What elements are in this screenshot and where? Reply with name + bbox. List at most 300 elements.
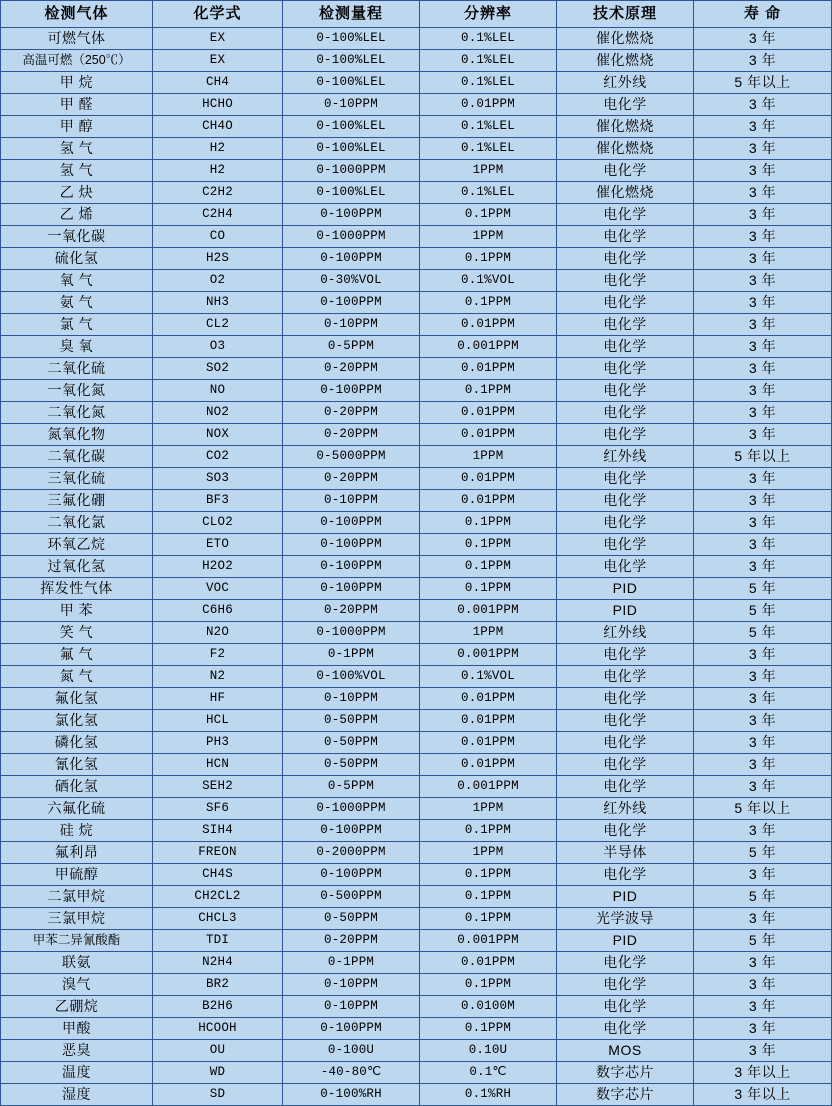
cell-gas: 甲 苯 — [1, 600, 153, 622]
table-header-row — [1, 1, 832, 28]
cell-principle: 电化学 — [557, 358, 694, 380]
cell-formula: OU — [153, 1040, 283, 1062]
cell-range: 0-1000PPM — [283, 226, 420, 248]
cell-lifetime: 3 年 — [694, 138, 832, 160]
cell-principle: 电化学 — [557, 380, 694, 402]
cell-resolution: 1PPM — [420, 798, 557, 820]
cell-lifetime: 3 年 — [694, 908, 832, 930]
cell-resolution: 0.1PPM — [420, 974, 557, 996]
cell-range: 0-50PPM — [283, 908, 420, 930]
cell-formula: O2 — [153, 270, 283, 292]
cell-gas: 臭 氧 — [1, 336, 153, 358]
cell-range: 0-1PPM — [283, 644, 420, 666]
cell-formula: CL2 — [153, 314, 283, 336]
cell-lifetime: 5 年以上 — [694, 72, 832, 94]
cell-lifetime: 3 年 — [694, 28, 832, 50]
cell-formula: C2H2 — [153, 182, 283, 204]
table-row — [1, 182, 832, 204]
cell-range: 0-100%VOL — [283, 666, 420, 688]
cell-principle: 电化学 — [557, 512, 694, 534]
cell-range: 0-20PPM — [283, 424, 420, 446]
cell-principle: 数字芯片 — [557, 1062, 694, 1084]
table-row — [1, 468, 832, 490]
cell-gas: 甲 醛 — [1, 94, 153, 116]
cell-formula: SD — [153, 1084, 283, 1106]
cell-formula: CH4S — [153, 864, 283, 886]
cell-principle: 电化学 — [557, 688, 694, 710]
cell-gas: 磷化氢 — [1, 732, 153, 754]
cell-range: 0-10PPM — [283, 490, 420, 512]
cell-formula: N2 — [153, 666, 283, 688]
cell-lifetime: 3 年 — [694, 1040, 832, 1062]
cell-principle: 电化学 — [557, 732, 694, 754]
cell-range: 0-100PPM — [283, 204, 420, 226]
cell-principle: 催化燃烧 — [557, 50, 694, 72]
table-row — [1, 446, 832, 468]
cell-gas: 二氧化碳 — [1, 446, 153, 468]
cell-range: 0-50PPM — [283, 754, 420, 776]
table-row — [1, 490, 832, 512]
cell-range: 0-100PPM — [283, 556, 420, 578]
cell-principle: PID — [557, 886, 694, 908]
table-row — [1, 710, 832, 732]
cell-resolution: 0.01PPM — [420, 688, 557, 710]
cell-range: 0-5PPM — [283, 336, 420, 358]
cell-formula: CLO2 — [153, 512, 283, 534]
cell-formula: ETO — [153, 534, 283, 556]
cell-lifetime: 3 年 — [694, 754, 832, 776]
cell-resolution: 0.01PPM — [420, 754, 557, 776]
table-row — [1, 1084, 832, 1106]
cell-principle: MOS — [557, 1040, 694, 1062]
cell-lifetime: 3 年 — [694, 226, 832, 248]
cell-formula: N2H4 — [153, 952, 283, 974]
cell-lifetime: 3 年 — [694, 94, 832, 116]
cell-lifetime: 5 年 — [694, 600, 832, 622]
table-row — [1, 666, 832, 688]
cell-resolution: 1PPM — [420, 622, 557, 644]
cell-resolution: 0.001PPM — [420, 930, 557, 952]
cell-lifetime: 3 年 — [694, 292, 832, 314]
column-header-resolution: 分辨率 — [420, 1, 557, 28]
table-row — [1, 380, 832, 402]
cell-range: 0-100PPM — [283, 534, 420, 556]
cell-gas: 氢 气 — [1, 160, 153, 182]
cell-formula: SO2 — [153, 358, 283, 380]
cell-principle: 电化学 — [557, 248, 694, 270]
cell-range: 0-5000PPM — [283, 446, 420, 468]
table-row — [1, 578, 832, 600]
cell-principle: 电化学 — [557, 424, 694, 446]
table-row — [1, 798, 832, 820]
cell-resolution: 0.1%VOL — [420, 666, 557, 688]
cell-range: 0-100PPM — [283, 820, 420, 842]
cell-principle: 半导体 — [557, 842, 694, 864]
cell-formula: NOX — [153, 424, 283, 446]
cell-gas: 乙 烯 — [1, 204, 153, 226]
table-row — [1, 160, 832, 182]
cell-formula: B2H6 — [153, 996, 283, 1018]
table-row — [1, 116, 832, 138]
cell-principle: 红外线 — [557, 72, 694, 94]
cell-principle: 电化学 — [557, 776, 694, 798]
cell-lifetime: 3 年 — [694, 424, 832, 446]
cell-range: 0-2000PPM — [283, 842, 420, 864]
cell-resolution: 0.1℃ — [420, 1062, 557, 1084]
cell-principle: 光学波导 — [557, 908, 694, 930]
table-row — [1, 556, 832, 578]
cell-resolution: 0.01PPM — [420, 94, 557, 116]
cell-formula: CO2 — [153, 446, 283, 468]
cell-range: 0-30%VOL — [283, 270, 420, 292]
cell-principle: 电化学 — [557, 666, 694, 688]
cell-lifetime: 3 年 — [694, 556, 832, 578]
cell-lifetime: 3 年 — [694, 776, 832, 798]
cell-resolution: 0.1PPM — [420, 292, 557, 314]
cell-lifetime: 3 年以上 — [694, 1084, 832, 1106]
table-row — [1, 622, 832, 644]
cell-lifetime: 3 年 — [694, 974, 832, 996]
table-body — [1, 28, 832, 1106]
table-row — [1, 512, 832, 534]
cell-range: 0-100PPM — [283, 864, 420, 886]
cell-range: 0-10PPM — [283, 314, 420, 336]
table-row — [1, 600, 832, 622]
cell-principle: PID — [557, 578, 694, 600]
cell-resolution: 0.1PPM — [420, 380, 557, 402]
cell-resolution: 0.1%LEL — [420, 138, 557, 160]
cell-gas: 二氧化硫 — [1, 358, 153, 380]
table-row — [1, 204, 832, 226]
cell-resolution: 0.1PPM — [420, 556, 557, 578]
cell-gas: 二氧化氯 — [1, 512, 153, 534]
cell-lifetime: 5 年以上 — [694, 798, 832, 820]
cell-gas: 氟化氢 — [1, 688, 153, 710]
cell-formula: CHCL3 — [153, 908, 283, 930]
table-row — [1, 644, 832, 666]
cell-lifetime: 3 年 — [694, 314, 832, 336]
table-row — [1, 776, 832, 798]
cell-gas: 硒化氢 — [1, 776, 153, 798]
cell-principle: 电化学 — [557, 644, 694, 666]
table-row — [1, 974, 832, 996]
cell-gas: 乙硼烷 — [1, 996, 153, 1018]
cell-principle: 电化学 — [557, 1018, 694, 1040]
column-header-principle: 技术原理 — [557, 1, 694, 28]
cell-lifetime: 5 年 — [694, 930, 832, 952]
cell-gas: 氟利昂 — [1, 842, 153, 864]
table-row — [1, 996, 832, 1018]
cell-principle: 电化学 — [557, 270, 694, 292]
cell-gas: 甲 烷 — [1, 72, 153, 94]
column-header-formula: 化学式 — [153, 1, 283, 28]
cell-formula: NO — [153, 380, 283, 402]
cell-resolution: 0.01PPM — [420, 490, 557, 512]
cell-formula: HF — [153, 688, 283, 710]
table-row — [1, 248, 832, 270]
cell-resolution: 1PPM — [420, 160, 557, 182]
cell-lifetime: 3 年 — [694, 534, 832, 556]
cell-range: 0-100%LEL — [283, 28, 420, 50]
cell-range: 0-10PPM — [283, 996, 420, 1018]
cell-resolution: 0.001PPM — [420, 336, 557, 358]
cell-range: 0-20PPM — [283, 468, 420, 490]
cell-gas: 氧 气 — [1, 270, 153, 292]
cell-gas: 挥发性气体 — [1, 578, 153, 600]
cell-lifetime: 3 年 — [694, 490, 832, 512]
cell-range: 0-100PPM — [283, 380, 420, 402]
cell-principle: 催化燃烧 — [557, 116, 694, 138]
cell-resolution: 0.001PPM — [420, 600, 557, 622]
cell-gas: 二氧化氮 — [1, 402, 153, 424]
table-row — [1, 72, 832, 94]
cell-principle: 电化学 — [557, 754, 694, 776]
cell-range: -40-80℃ — [283, 1062, 420, 1084]
cell-range: 0-1000PPM — [283, 798, 420, 820]
cell-gas: 恶臭 — [1, 1040, 153, 1062]
cell-principle: 红外线 — [557, 622, 694, 644]
cell-lifetime: 5 年 — [694, 842, 832, 864]
cell-resolution: 0.1PPM — [420, 908, 557, 930]
cell-lifetime: 3 年 — [694, 204, 832, 226]
cell-range: 0-20PPM — [283, 930, 420, 952]
cell-lifetime: 3 年 — [694, 864, 832, 886]
cell-gas: 氮氧化物 — [1, 424, 153, 446]
table-row — [1, 138, 832, 160]
cell-principle: 电化学 — [557, 490, 694, 512]
cell-lifetime: 3 年 — [694, 820, 832, 842]
cell-range: 0-10PPM — [283, 688, 420, 710]
cell-gas: 二氯甲烷 — [1, 886, 153, 908]
cell-gas: 联氨 — [1, 952, 153, 974]
cell-resolution: 0.1PPM — [420, 864, 557, 886]
cell-range: 0-100%LEL — [283, 72, 420, 94]
cell-resolution: 0.001PPM — [420, 644, 557, 666]
table-row — [1, 688, 832, 710]
cell-gas: 氢 气 — [1, 138, 153, 160]
cell-range: 0-20PPM — [283, 600, 420, 622]
cell-formula: TDI — [153, 930, 283, 952]
cell-resolution: 0.1%LEL — [420, 28, 557, 50]
cell-gas: 甲 醇 — [1, 116, 153, 138]
cell-formula: HCHO — [153, 94, 283, 116]
cell-principle: 电化学 — [557, 314, 694, 336]
cell-resolution: 0.1%VOL — [420, 270, 557, 292]
cell-resolution: 0.1PPM — [420, 512, 557, 534]
cell-resolution: 0.01PPM — [420, 358, 557, 380]
cell-range: 0-50PPM — [283, 710, 420, 732]
cell-formula: H2 — [153, 160, 283, 182]
cell-gas: 三氯甲烷 — [1, 908, 153, 930]
cell-gas: 硅 烷 — [1, 820, 153, 842]
cell-formula: HCOOH — [153, 1018, 283, 1040]
cell-resolution: 0.0100M — [420, 996, 557, 1018]
table-row — [1, 94, 832, 116]
cell-resolution: 0.01PPM — [420, 424, 557, 446]
cell-lifetime: 3 年 — [694, 732, 832, 754]
table-row — [1, 732, 832, 754]
cell-resolution: 0.1PPM — [420, 886, 557, 908]
cell-resolution: 0.01PPM — [420, 710, 557, 732]
cell-principle: PID — [557, 930, 694, 952]
cell-principle: 红外线 — [557, 798, 694, 820]
cell-gas: 环氧乙烷 — [1, 534, 153, 556]
cell-formula: SIH4 — [153, 820, 283, 842]
cell-formula: NH3 — [153, 292, 283, 314]
cell-formula: H2 — [153, 138, 283, 160]
cell-resolution: 0.1PPM — [420, 578, 557, 600]
cell-range: 0-1000PPM — [283, 622, 420, 644]
cell-range: 0-100U — [283, 1040, 420, 1062]
cell-lifetime: 3 年 — [694, 160, 832, 182]
cell-gas: 氮 气 — [1, 666, 153, 688]
cell-gas: 氯化氢 — [1, 710, 153, 732]
cell-range: 0-1PPM — [283, 952, 420, 974]
cell-gas: 乙 炔 — [1, 182, 153, 204]
cell-formula: O3 — [153, 336, 283, 358]
table-row — [1, 930, 832, 952]
cell-formula: SF6 — [153, 798, 283, 820]
cell-lifetime: 5 年以上 — [694, 446, 832, 468]
table-row — [1, 50, 832, 72]
cell-formula: H2S — [153, 248, 283, 270]
table-row — [1, 1062, 832, 1084]
table-row — [1, 336, 832, 358]
cell-resolution: 1PPM — [420, 226, 557, 248]
cell-formula: FREON — [153, 842, 283, 864]
cell-principle: 催化燃烧 — [557, 28, 694, 50]
cell-principle: 电化学 — [557, 864, 694, 886]
cell-principle: 电化学 — [557, 556, 694, 578]
cell-principle: 催化燃烧 — [557, 182, 694, 204]
table-row — [1, 952, 832, 974]
cell-principle: 电化学 — [557, 336, 694, 358]
column-header-lifetime: 寿 命 — [694, 1, 832, 28]
cell-range: 0-100PPM — [283, 1018, 420, 1040]
cell-formula: CH4 — [153, 72, 283, 94]
cell-range: 0-20PPM — [283, 358, 420, 380]
cell-gas: 过氧化氢 — [1, 556, 153, 578]
cell-resolution: 0.01PPM — [420, 468, 557, 490]
cell-resolution: 0.1PPM — [420, 820, 557, 842]
cell-gas: 氨 气 — [1, 292, 153, 314]
cell-gas: 硫化氢 — [1, 248, 153, 270]
table-row — [1, 424, 832, 446]
cell-lifetime: 3 年 — [694, 248, 832, 270]
cell-gas: 六氟化硫 — [1, 798, 153, 820]
table-row — [1, 820, 832, 842]
cell-gas: 三氧化硫 — [1, 468, 153, 490]
cell-range: 0-1000PPM — [283, 160, 420, 182]
cell-resolution: 0.01PPM — [420, 314, 557, 336]
cell-principle: 电化学 — [557, 160, 694, 182]
cell-principle: PID — [557, 600, 694, 622]
cell-lifetime: 5 年 — [694, 578, 832, 600]
cell-principle: 电化学 — [557, 996, 694, 1018]
cell-principle: 电化学 — [557, 226, 694, 248]
table-row — [1, 1040, 832, 1062]
table-row — [1, 864, 832, 886]
table-row — [1, 402, 832, 424]
cell-formula: N2O — [153, 622, 283, 644]
cell-principle: 电化学 — [557, 468, 694, 490]
cell-formula: WD — [153, 1062, 283, 1084]
cell-principle: 数字芯片 — [557, 1084, 694, 1106]
table-row — [1, 908, 832, 930]
cell-lifetime: 3 年 — [694, 270, 832, 292]
cell-gas: 氰化氢 — [1, 754, 153, 776]
cell-gas: 湿度 — [1, 1084, 153, 1106]
cell-formula: SO3 — [153, 468, 283, 490]
cell-formula: H2O2 — [153, 556, 283, 578]
cell-principle: 电化学 — [557, 402, 694, 424]
cell-range: 0-100%RH — [283, 1084, 420, 1106]
table-row — [1, 358, 832, 380]
table-row — [1, 534, 832, 556]
cell-range: 0-10PPM — [283, 94, 420, 116]
cell-gas: 溴气 — [1, 974, 153, 996]
cell-range: 0-100PPM — [283, 292, 420, 314]
cell-principle: 电化学 — [557, 974, 694, 996]
table-row — [1, 754, 832, 776]
cell-resolution: 0.001PPM — [420, 776, 557, 798]
cell-resolution: 0.1%LEL — [420, 116, 557, 138]
cell-lifetime: 3 年 — [694, 1018, 832, 1040]
cell-formula: CO — [153, 226, 283, 248]
table-row — [1, 314, 832, 336]
cell-resolution: 0.1%RH — [420, 1084, 557, 1106]
cell-formula: EX — [153, 28, 283, 50]
cell-principle: 电化学 — [557, 820, 694, 842]
cell-range: 0-10PPM — [283, 974, 420, 996]
cell-range: 0-100%LEL — [283, 182, 420, 204]
table-row — [1, 28, 832, 50]
cell-gas: 温度 — [1, 1062, 153, 1084]
cell-gas: 甲酸 — [1, 1018, 153, 1040]
cell-formula: VOC — [153, 578, 283, 600]
cell-resolution: 1PPM — [420, 446, 557, 468]
cell-lifetime: 3 年 — [694, 402, 832, 424]
cell-resolution: 0.1PPM — [420, 204, 557, 226]
table-row — [1, 886, 832, 908]
cell-gas: 笑 气 — [1, 622, 153, 644]
cell-lifetime: 3 年 — [694, 688, 832, 710]
cell-formula: HCL — [153, 710, 283, 732]
cell-gas: 可燃气体 — [1, 28, 153, 50]
cell-lifetime: 3 年 — [694, 952, 832, 974]
cell-lifetime: 3 年 — [694, 666, 832, 688]
column-header-range: 检测量程 — [283, 1, 420, 28]
cell-range: 0-500PPM — [283, 886, 420, 908]
cell-formula: BR2 — [153, 974, 283, 996]
cell-resolution: 0.1%LEL — [420, 182, 557, 204]
cell-formula: HCN — [153, 754, 283, 776]
cell-resolution: 0.1%LEL — [420, 72, 557, 94]
cell-range: 0-100PPM — [283, 578, 420, 600]
cell-range: 0-100PPM — [283, 248, 420, 270]
column-header-gas: 检测气体 — [1, 1, 153, 28]
cell-formula: CH2CL2 — [153, 886, 283, 908]
cell-resolution: 0.01PPM — [420, 402, 557, 424]
cell-lifetime: 3 年 — [694, 380, 832, 402]
cell-range: 0-100PPM — [283, 512, 420, 534]
cell-gas: 高温可燃（250℃） — [1, 50, 153, 72]
cell-gas: 三氟化硼 — [1, 490, 153, 512]
cell-gas: 一氧化碳 — [1, 226, 153, 248]
cell-range: 0-50PPM — [283, 732, 420, 754]
cell-formula: C6H6 — [153, 600, 283, 622]
cell-formula: F2 — [153, 644, 283, 666]
